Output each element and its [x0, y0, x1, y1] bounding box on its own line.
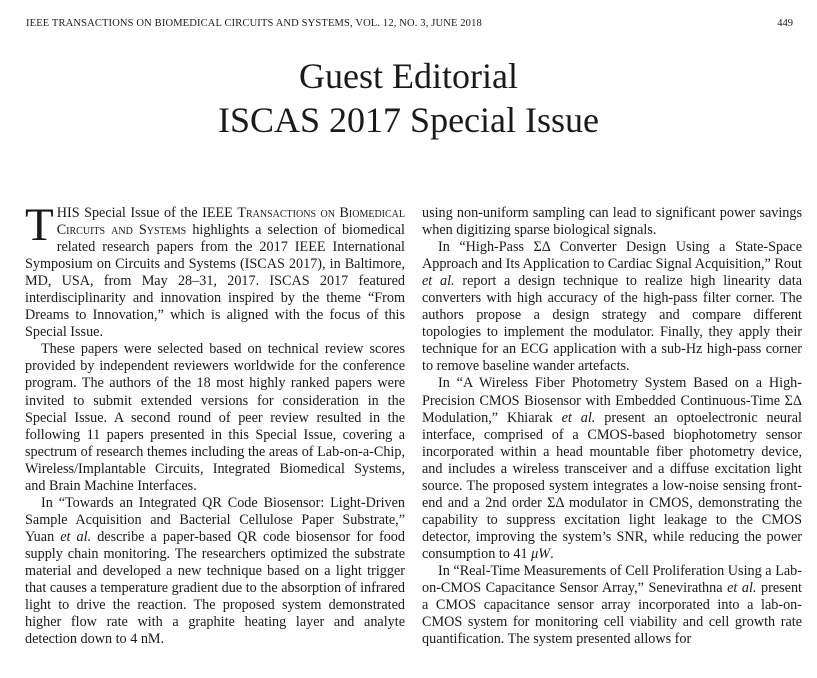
et-al: et al. [727, 580, 757, 597]
paragraph-text: present an optoelectronic neural interface, comprised of a CMOS-based biophotometry sensor incorporated within a head mountable fiber photometry device, and includes a wireless transceiver and a diffuse excitation light source. The proposed system integrates a low-noise sensing front-end and a 2nd order ΣΔ modulator in CMOS, demonstrating the capability to suppress excitation light leakage to the CMOS detector, improving the system’s SNR, while reducing the power consumption to 41 [422, 409, 802, 562]
et-al: et al. [561, 409, 596, 426]
paragraph-text: In “High-Pass ΣΔ Converter Design Using a State-Space Approach and Its Application to Cardiac Signal Acquisition,” Rout [422, 239, 802, 273]
paragraph-text: report a design technique to realize high linearity data converters with high accuracy of the high-pass filter corner. The authors propose a design strategy and compare different topologies to implement the modulator. Finally, they apply their technique for an ECG application with a sub-Hz high-pass corner to remove baseline wander artefacts. [422, 273, 802, 375]
paragraph [25, 495, 405, 648]
paragraph-text: present a CMOS capacitance sensor array incorporated into a lab-on-CMOS system for monitoring cell viability and cell growth rate quantification. The system presented allows for [422, 580, 802, 648]
paragraph [422, 563, 802, 648]
left-column [25, 199, 405, 648]
paragraph: using non-uniform sampling can lead to significant power savings when digitizing sparse biological signals. [422, 205, 802, 239]
paragraph-text: describe a paper-based QR code biosensor for food supply chain monitoring. The researchers optimized the substrate material and developed a new technique based on a light trigger that causes a temperature gradient due to the absorption of infrared light to drive the reaction. The proposed system demonstrated higher flow rate with a graphite heating layer and analyte detection down to 4 nM. [25, 528, 405, 648]
paragraph-text: In “A Wireless Fiber Photometry System Based on a High-Precision CMOS Biosensor with Embedded Continuous-Time ΣΔ Modulation,” Khiarak [422, 375, 802, 426]
et-al: et al. [422, 273, 455, 290]
paragraph [422, 239, 802, 375]
paragraph [25, 199, 405, 341]
drop-cap: T [25, 199, 54, 251]
title-line-2: ISCAS 2017 Special Issue [218, 100, 599, 140]
paragraph-text: . [550, 545, 554, 562]
paragraph: These papers were selected based on technical review scores provided by independent reviewers worldwide for the conference program. The authors of the 18 most highly ranked papers were invited to submit extended versions for consideration in the Special Issue. A second round of peer review resulted in the following 11 papers presented in this Special Issue, covering a spectrum of research themes including the areas of Lab-on-a-Chip, Wireless/Implantable Circuits, Integrated Biomedical Systems, and Brain Machine Interfaces. [25, 341, 405, 494]
paragraph-text: HIS Special Issue of the IEEE [56, 205, 238, 221]
journal-name: Transactions on Biomedical Circuits and Systems [56, 205, 405, 239]
editorial-title [0, 54, 817, 142]
title-line-1: Guest Editorial [299, 56, 518, 96]
paragraph-text: In “Towards an Integrated QR Code Biosensor: Light-Driven Sample Acquisition and Bacterial Cellulose Paper Substrate,” Yuan [25, 494, 405, 545]
running-header-page-number: 449 [777, 18, 793, 29]
paragraph [422, 375, 802, 563]
paragraph-text: In “Real-Time Measurements of Cell Proliferation Using a Lab-on-CMOS Capacitance Sensor Array,” Senevirathna [422, 562, 802, 597]
running-header-journal: IEEE TRANSACTIONS ON BIOMEDICAL CIRCUITS AND SYSTEMS, VOL. 12, NO. 3, JUNE 2018 [26, 18, 482, 29]
et-al: et al. [60, 528, 92, 545]
right-column [422, 205, 802, 648]
unit: μW [531, 545, 551, 562]
paragraph-text: highlights a selection of biomedical related research papers from the 2017 IEEE International Symposium on Circuits and Systems (ISCAS 2017), in Baltimore, MD, USA, from May 28–31, 2017. ISCAS 2017 featured interdisciplinarity and innovation inspired by the theme “From Dreams to Innovation,” which is aligned with the focus of this Special Issue. [25, 222, 405, 341]
